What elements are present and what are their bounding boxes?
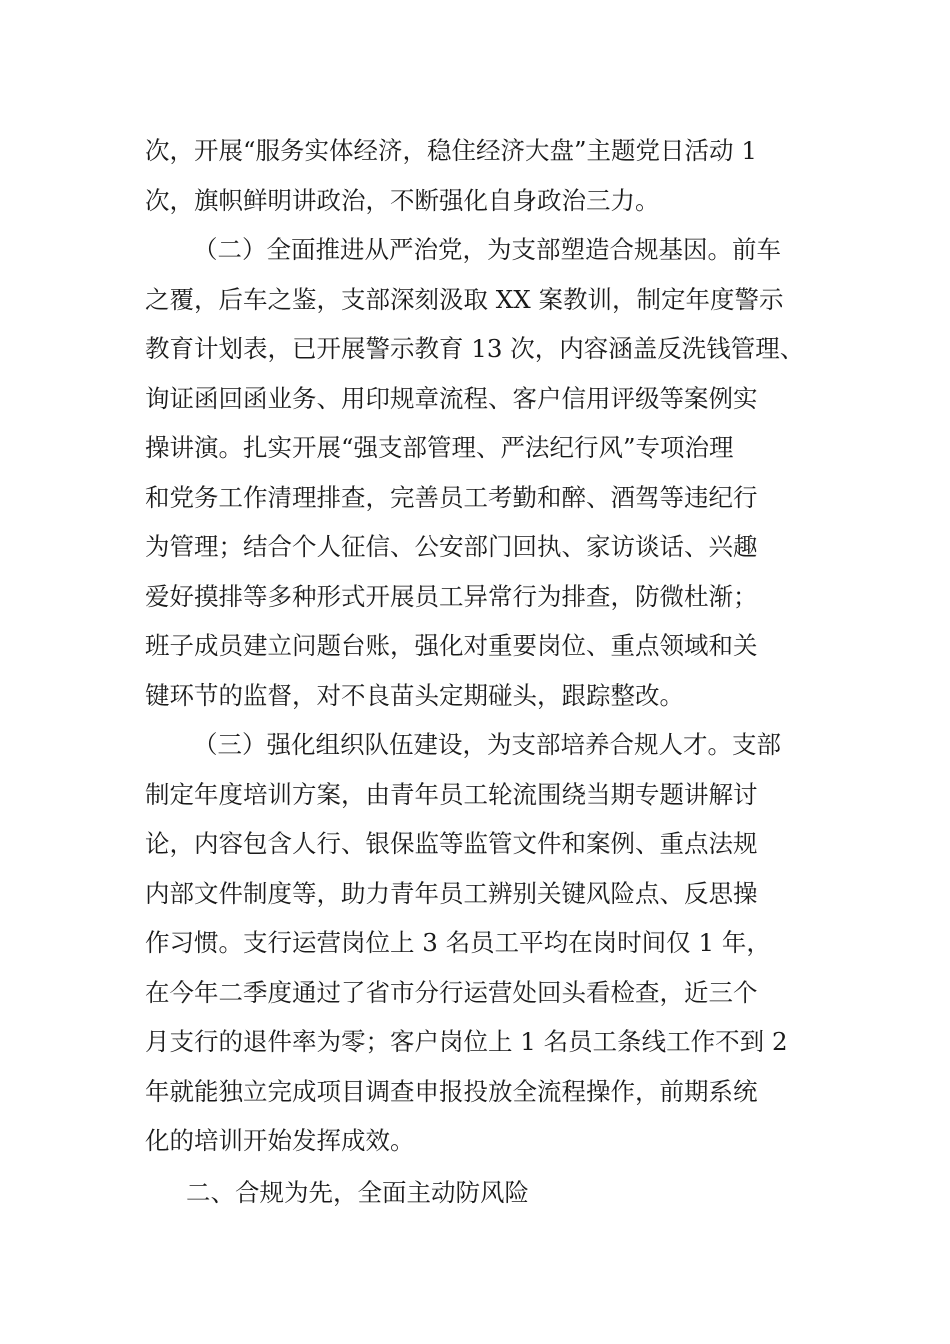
paragraph-start-line: （三）强化组织队伍建设，为支部培养合规人才。支部	[193, 730, 781, 759]
text-line: 之覆，后车之鉴，支部深刻汲取 XX 案教训，制定年度警示	[145, 285, 784, 314]
section-heading: 二、合规为先，全面主动防风险	[186, 1178, 529, 1207]
text-line: 为管理；结合个人征信、公安部门回执、家访谈话、兴趣	[145, 532, 758, 561]
text-line: 化的培训开始发挥成效。	[145, 1126, 415, 1155]
text-line: 爱好摸排等多种形式开展员工异常行为排查，防微杜渐；	[145, 582, 758, 611]
text-line: 询证函回函业务、用印规章流程、客户信用评级等案例实	[145, 384, 758, 413]
text-line: 作习惯。支行运营岗位上 3 名员工平均在岗时间仅 1 年，	[145, 928, 771, 957]
paragraph-start-line: （二）全面推进从严治党，为支部塑造合规基因。前车	[193, 235, 781, 264]
text-line: 制定年度培训方案，由青年员工轮流围绕当期专题讲解讨	[145, 780, 758, 809]
text-line: 和党务工作清理排查，完善员工考勤和醉、酒驾等违纪行	[145, 483, 758, 512]
text-line: 月支行的退件率为零；客户岗位上 1 名员工条线工作不到 2	[145, 1027, 788, 1056]
text-line: 在今年二季度通过了省市分行运营处回头看检查，近三个	[145, 978, 758, 1007]
text-line: 内部文件制度等，助力青年员工辨别关键风险点、反思操	[145, 879, 758, 908]
text-line: 次，开展“服务实体经济，稳住经济大盘”主题党日活动 1	[145, 136, 757, 165]
text-line: 论，内容包含人行、银保监等监管文件和案例、重点法规	[145, 829, 758, 858]
text-line: 教育计划表，已开展警示教育 13 次，内容涵盖反洗钱管理、	[145, 334, 805, 363]
text-line: 操讲演。扎实开展“强支部管理、严法纪行风”专项治理	[145, 433, 734, 462]
text-line: 键环节的监督，对不良苗头定期碰头，跟踪整改。	[145, 681, 684, 710]
text-line: 班子成员建立问题台账，强化对重要岗位、重点领域和关	[145, 631, 758, 660]
text-line: 年就能独立完成项目调查申报投放全流程操作，前期系统	[145, 1077, 758, 1106]
text-line: 次，旗帜鲜明讲政治，不断强化自身政治三力。	[145, 186, 660, 215]
